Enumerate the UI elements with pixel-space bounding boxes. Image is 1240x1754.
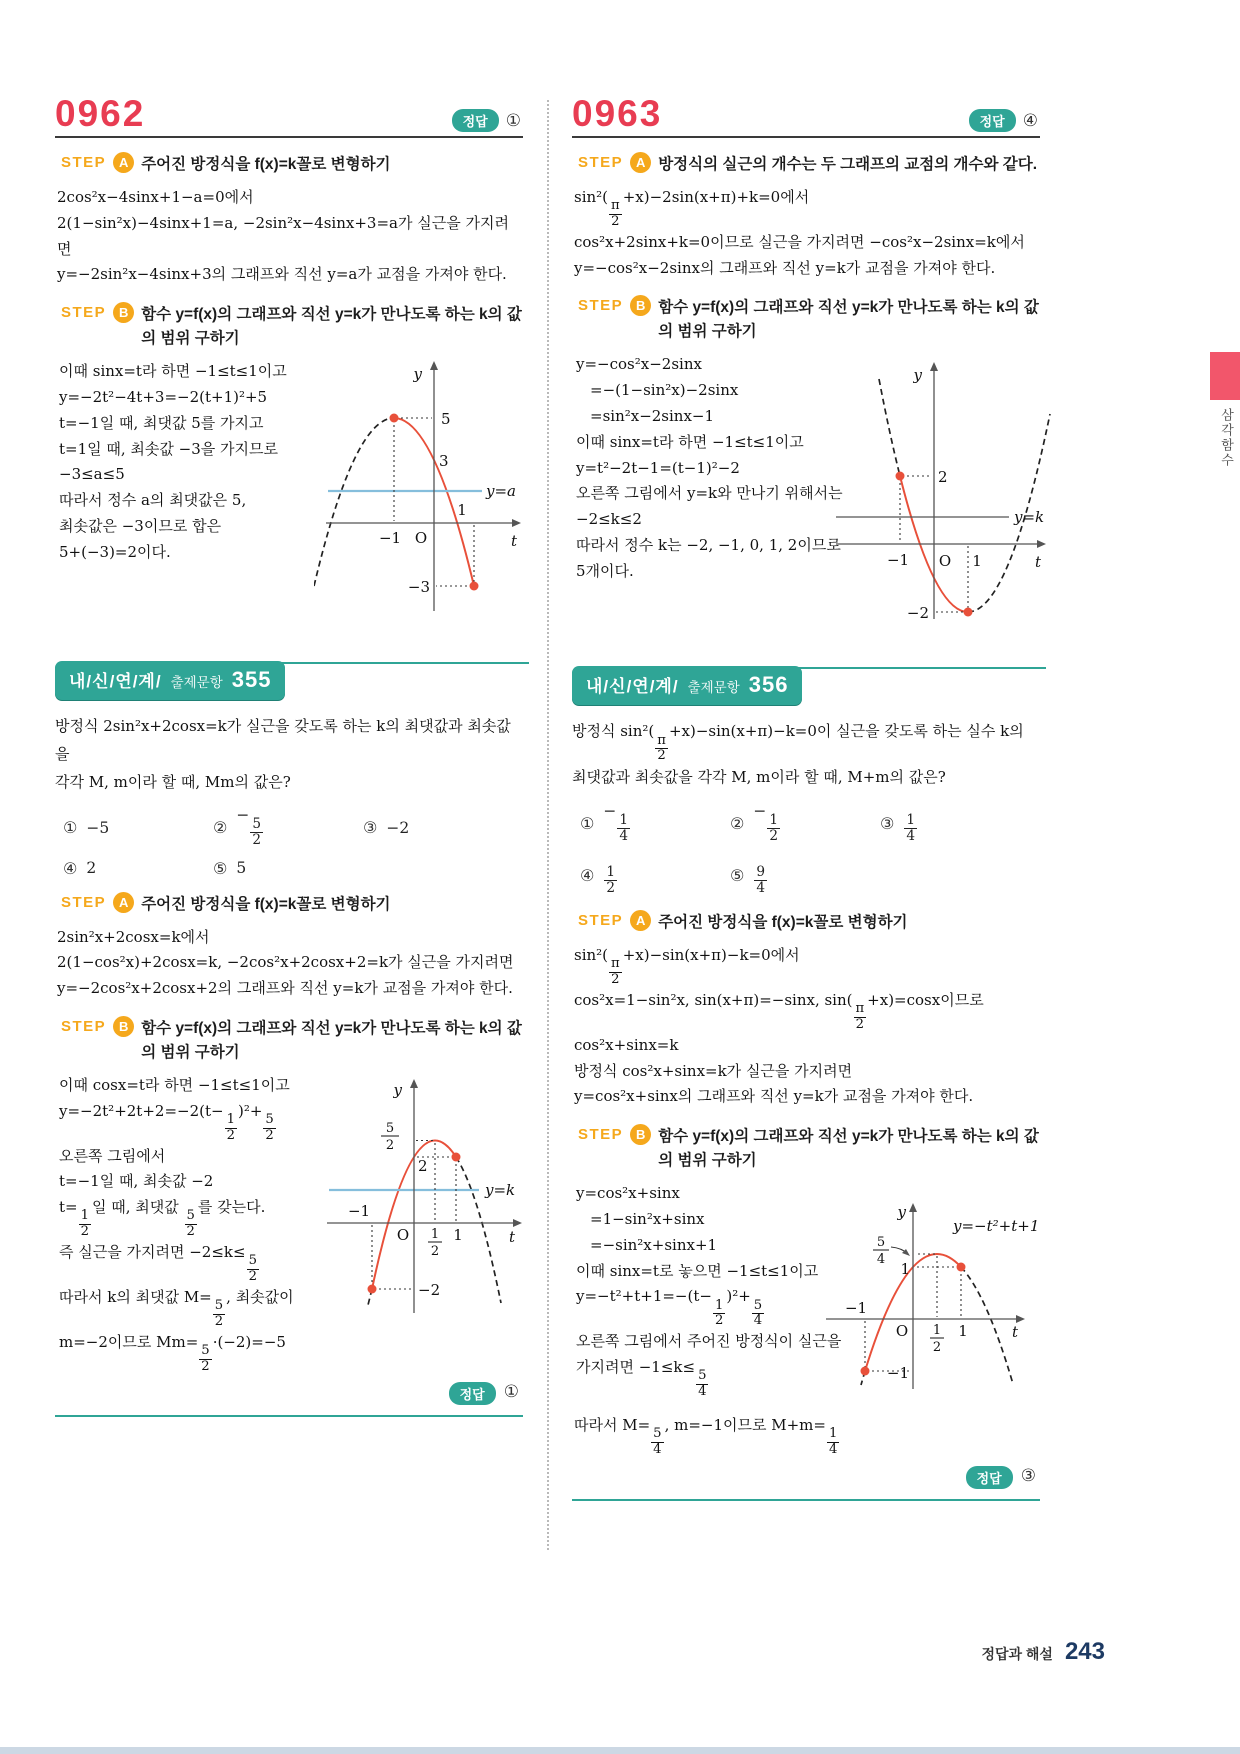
- g1-max: 5: [441, 410, 451, 429]
- section-rule: [782, 667, 1046, 669]
- choice-2: ② − $\frac{5}{2}$: [213, 806, 262, 849]
- step-a-circle-icon: A: [630, 152, 651, 173]
- answer-badge: [969, 109, 1038, 132]
- footer-label: 정답과 해설: [981, 1646, 1053, 1662]
- g1-min: −3: [407, 578, 430, 597]
- question-355-text: 방정식 2sin²x+2cosx=k가 실근을 갖도록 하는 k의 최댓값과 최솟값을 각각 M, m이라 할 때, Mm의 값은?: [55, 717, 511, 791]
- step-b-circle-icon: B: [630, 1124, 651, 1145]
- g3-origin: O: [396, 1225, 410, 1244]
- column-divider: [547, 100, 549, 1550]
- graph-355: [319, 1073, 529, 1326]
- parabola-graph-0962: [314, 353, 529, 621]
- g4-tick1: 1: [958, 1322, 968, 1341]
- g2-vneg2: −2: [906, 604, 929, 623]
- page-footer: [981, 1638, 1105, 1666]
- answer-number: ①: [505, 110, 521, 131]
- solution-text: y=−cos²x−2sinx =−(1−sin²x)−2sinx =sin²x−2sinx−1 이때 sinx=t라 하면 −1≤t≤1이고 y=t²−2t−1=(t−1)²−2 오른쪽 그림에서 y=k와 만나기 위해서는 −2≤k≤2 따라서 정수 k는 −2, −1, 0, 1, 2이므로 5개이다.: [576, 355, 843, 580]
- choices-356: [580, 802, 1040, 896]
- g4-v1: 1: [900, 1260, 910, 1279]
- parabola-graph-355: [319, 1073, 529, 1321]
- chapter-tab-label: 삼각함수: [1219, 408, 1234, 468]
- g1-ylabel: y: [413, 365, 422, 384]
- g1-mid: 3: [439, 452, 449, 471]
- left-column: 0962 정답 ① STEP A 주어진 방정식을 f(x)=k꼴로 변형하기 2cos²x−4sinx+1−a=0에서 2(1−sin²x)−4sinx+1=a, −2sin²x−4sinx+3=a가 실근을 가지려면 y=−2sin²x−4sinx+3의 그래프와 직선 y=a가 교점을 가져야 한다. STEP B 함수 y=f(x)의 그래프와 직선 y=k가 만나도록 하는 k의 값의 범위 구하기 이때 sinx=t라 하면 −1≤t≤1이고 y=−2t²−4t+3=−2(t+1)²+5 t=−1일 때, 최댓값 5를 가지고 t=1일 때, 최솟값 −3을 가지므로 −3≤a≤5 따라서 정수 a의 최댓값은 5, 최솟값은 −3이므로 합은 5+(−3)=2이다. y 5 3 y=a 1 −1 O t −3 내/신/연/계/ 출제문항 355 방정식 2sin²x+2cosx=k가 실근을 갖도록 하는 k의 최댓값과 최솟값을 각각 M, m이라 할 때, Mm의 값은? ① −5 ② − $\frac{5}{2}$ ③ −2 ④ 2 ⑤ 5 STEP A 주어진 방정식을 f(x)=k꼴로 변형하기 2sin²x+2cosx=k에서 2(1−cos²x)+2cosx=k, −2cos²x+2cosx+2=k가 실근을 가지려면 y=−2cos²x+2cosx+2의 그래프와 직선 y=k가 교점을 가져야 한다. STEP B 함수 y=f(x)의 그래프와 직선 y=k가 만나도록 하는 k의 값의 범위 구하기 이때 cosx=t라 하면 −1≤t≤1이고 y=−2t²+2t+2=−2(t− $\frac{1}{2}$ )²+ $\frac{5}{2}$ 오른쪽 그림에서 t=−1일 때, 최솟값 −2 t= $\frac{1}{2}$ 일 때, 최댓값 $\frac{5}{2}$ 를 갖는다. 즉 실근을 가지려면 −2≤k≤ $\frac{5}{2}$ 따라서 k의 최댓값 M= $\frac{5}{2}$ , 최솟값이 m=−2이므로 Mm= $\frac{5}{2}$ ·(−2)=−5 y 5 2 2 y=k −1 O 1 2 1 t −2 정답 ①: [55, 95, 523, 1417]
- step-b-heading-356: STEP B 함수 y=f(x)의 그래프와 직선 y=k가 만나도록 하는 k의 값의 범위 구하기: [578, 1126, 1039, 1170]
- g2-ylabel: y: [913, 366, 922, 385]
- choice-1: ① − $\frac{1}{4}$: [580, 802, 629, 844]
- parabola-graph-356: [818, 1199, 1050, 1399]
- g2-origin: O: [938, 552, 952, 571]
- g3-vneg2: −2: [418, 1280, 441, 1299]
- g1-tick1: 1: [457, 501, 467, 520]
- step-b-heading: STEP B 함수 y=f(x)의 그래프와 직선 y=k가 만나도록 하는 k의 값의 범위 구하기: [578, 297, 1039, 341]
- section-355-header: [55, 661, 523, 701]
- choice-4: ④ $\frac{1}{2}$: [580, 863, 616, 896]
- right-column: 0963 정답 ④ STEP A 방정식의 실근의 개수는 두 그래프의 교점의 개수와 같다. sin²( $\frac{\pi}{2}$ +x)−2sin(x+π)+k=0에서 cos²x+2sinx+k=0이므로 실근을 가지려면 −cos²x−2sinx=k에서 y=−cos²x−2sinx의 그래프와 직선 y=k가 교점을 가져야 한다. STEP B 함수 y=f(x)의 그래프와 직선 y=k가 만나도록 하는 k의 값의 범위 구하기 y=−cos²x−2sinx =−(1−sin²x)−2sinx =sin²x−2sinx−1 이때 sinx=t라 하면 −1≤t≤1이고 y=t²−2t−1=(t−1)²−2 오른쪽 그림에서 y=k와 만나기 위해서는 −2≤k≤2 따라서 정수 k는 −2, −1, 0, 1, 2이므로 5개이다. y 2 y=k −1 O 1 t −2 내/신/연/계/ 출제문항 356 방정식 sin²( $\frac{\pi}{2}$ +x)−sin(x+π)−k=0이 실근을 갖도록 하는 실수 k의 최댓값과 최솟값을 각각 M, m이라 할 때, M+m의 값은? ① − $\frac{1}{4}$ ② − $\frac{1}{2}$ ③ $\frac{1}{4}$ ④ $\frac{1}{2}$ ⑤ $\frac{9}{4}$ STEP A 주어진 방정식을 f(x)=k꼴로 변형하기 sin²( $\frac{\pi}{2}$ +x)−sin(x+π)−k=0에서 cos²x=1−sin²x, sin(x+π)=−sinx, sin( $\frac{\pi}{2}$ +x)=cosx이므로 cos²x+sinx=k 방정식 cos²x+sinx=k가 실근을 가지려면 y=cos²x+sinx의 그래프와 직선 y=k가 교점을 가져야 한다. STEP B 함수 y=f(x)의 그래프와 직선 y=k가 만나도록 하는 k의 값의 범위 구하기 y=cos²x+sinx =1−sin²x+sinx =−sin²x+sinx+1 이때 sinx=t로 놓으면 −1≤t≤1이고 y=−t²+t+1=−(t− $\frac{1}{2}$ )²+ $\frac{5}{4}$ 오른쪽 그림에서 주어진 방정식이 실근을 가지려면 −1≤k≤ $\frac{5}{4}$ y y=−t²+t+1 5 4 1 −1 O 1 2 1 t −1 따라서 M= $\frac{5}{4}$ , m=−1이므로 M+m= $\frac{1}{4}$ 정답 ③: [572, 95, 1040, 1501]
- graph-356: [818, 1199, 1050, 1404]
- g3-line-label: y=k: [485, 1180, 516, 1199]
- g3-ylabel: y: [393, 1080, 402, 1099]
- math-line: 2(1−sin²x)−4sinx+1=a, −2sin²x−4sinx+3=a가 실근을 가지려면: [57, 213, 509, 258]
- step-a-circle-icon: A: [630, 910, 651, 931]
- step-b-body-356: [574, 1181, 1040, 1413]
- g3-tick1: 1: [453, 1225, 463, 1244]
- step-b-circle-icon: B: [630, 295, 651, 316]
- graph-0963: [824, 354, 1056, 631]
- g2-xlabel: t: [1034, 553, 1042, 572]
- question-356-text: 방정식 sin²( $\frac{\pi}{2}$ +x)−sin(x+π)−k=0이 실근을 갖도록 하는 실수 k의 최댓값과 최솟값을 각각 M, m이라 할 때, M+m의 값은?: [572, 722, 1024, 787]
- choice-2: ② − $\frac{1}{2}$: [730, 802, 779, 844]
- g2-tick1: 1: [972, 552, 982, 571]
- g4-curve-eq: y=−t²+t+1: [953, 1217, 1040, 1236]
- step-b-body: [574, 352, 1045, 640]
- math-line: y=−2sin²x−4sinx+3의 그래프와 직선 y=a가 교점을 가져야 한다.: [57, 265, 507, 284]
- section-356-header: [572, 666, 1040, 706]
- math-line: 2cos²x−4sinx+1−a=0에서: [57, 188, 254, 207]
- g4-tickneg1: −1: [844, 1299, 868, 1318]
- step-b-heading-355: STEP B 함수 y=f(x)의 그래프와 직선 y=k가 만나도록 하는 k의 값의 범위 구하기: [61, 1017, 522, 1061]
- step-b-body: [57, 359, 523, 635]
- section-badge: 내/신/연/계/ 출제문항 355: [55, 661, 285, 700]
- g3-frac52-den: 2: [385, 1137, 395, 1153]
- step-b-circle-icon: B: [113, 302, 134, 323]
- answer-355: 정답 ①: [55, 1382, 519, 1405]
- choice-5: ⑤ 5: [213, 858, 247, 878]
- solution-text: 이때 sinx=t라 하면 −1≤t≤1이고 y=−2t²−4t+3=−2(t+1)²+5 t=−1일 때, 최댓값 5를 가지고 t=1일 때, 최솟값 −3을 가지므로 −3≤a≤5 따라서 정수 a의 최댓값은 5, 최솟값은 −3이므로 합은 5+(−3)=2이다.: [59, 362, 287, 561]
- g2-line-label: y=k: [1014, 508, 1045, 527]
- choice-3: ③ −2: [363, 818, 410, 837]
- g1-line-label: y=a: [486, 482, 516, 501]
- g4-half-den: 2: [932, 1340, 942, 1356]
- page-bottom-edge: [0, 1747, 1240, 1754]
- section-badge: 내/신/연/계/ 출제문항 356: [572, 666, 802, 705]
- g3-tickneg1: −1: [347, 1201, 371, 1220]
- g4-origin: O: [895, 1322, 909, 1341]
- choice-5: ⑤ $\frac{9}{4}$: [730, 863, 766, 896]
- step-b-body-355: [57, 1073, 523, 1374]
- g4-vneg1: −1: [886, 1364, 909, 1383]
- problem-0962-header: [55, 95, 523, 138]
- step-a-heading-355: STEP A 주어진 방정식을 f(x)=k꼴로 변형하기: [61, 893, 391, 913]
- section-end-rule: [572, 1499, 1040, 1501]
- g4-ylabel: y: [897, 1203, 906, 1222]
- g4-half-num: 1: [932, 1323, 942, 1339]
- step-a-circle-icon: A: [113, 152, 134, 173]
- answer-pill: 정답: [969, 109, 1016, 132]
- g3-frac52-num: 5: [385, 1120, 395, 1136]
- problem-number: 0962: [55, 93, 146, 134]
- problem-0963-header: [572, 95, 1040, 138]
- step-b-circle-icon: B: [113, 1016, 134, 1037]
- choice-4: ④ 2: [63, 858, 97, 878]
- problem-number: 0963: [572, 93, 663, 134]
- choice-3: ③ $\frac{1}{4}$: [880, 811, 916, 844]
- answer-pill: 정답: [452, 109, 499, 132]
- solution-text: 이때 cosx=t라 하면 −1≤t≤1이고 y=−2t²+2t+2=−2(t− $\frac{1}{2}$ )²+ $\frac{5}{2}$ 오른쪽 그림에서 t=−1일 때, 최솟값 −2 t= $\frac{1}{2}$ 일 때, 최댓값 $\frac{5}{2}$ 를 갖는다. 즉 실근을 가지려면 −2≤k≤ $\frac{5}{2}$ 따라서 k의 최댓값 M= $\frac{5}{2}$ , 최솟값이 m=−2이므로 Mm= $\frac{5}{2}$ ·(−2)=−5: [59, 1075, 294, 1374]
- step-b-heading: STEP B 함수 y=f(x)의 그래프와 직선 y=k가 만나도록 하는 k의 값의 범위 구하기: [61, 304, 522, 348]
- solution-text: y=cos²x+sinx =1−sin²x+sinx =−sin²x+sinx+1 이때 sinx=t로 놓으면 −1≤t≤1이고 y=−t²+t+1=−(t− $\frac{1}{2}$ )²+ $\frac{5}{4}$ 오른쪽 그림에서 주어진 방정식이 실근을 가지려면 −1≤k≤ $\frac{5}{4}$: [576, 1184, 842, 1399]
- g3-half-num: 1: [430, 1226, 440, 1242]
- answer-number: ④: [1022, 110, 1038, 131]
- g2-tickneg1: −1: [886, 551, 910, 570]
- graph-0962: [314, 353, 529, 626]
- section-end-rule: [55, 1415, 523, 1417]
- g1-tickneg1: −1: [378, 529, 402, 548]
- g4-frac54-num: 5: [876, 1235, 886, 1251]
- g3-half-den: 2: [430, 1243, 440, 1259]
- g2-v2: 2: [938, 468, 948, 487]
- choice-1: ① −5: [63, 818, 110, 837]
- step-a-heading: STEP A 주어진 방정식을 f(x)=k꼴로 변형하기: [61, 154, 391, 173]
- section-rule: [265, 662, 529, 664]
- choices-355: [63, 806, 523, 877]
- g1-origin: O: [414, 529, 428, 548]
- step-a-circle-icon: A: [113, 892, 134, 913]
- chapter-tab: [1210, 352, 1240, 400]
- g4-xlabel: t: [1011, 1323, 1019, 1342]
- g1-xlabel: t: [510, 532, 518, 551]
- step-a-heading: STEP A 방정식의 실근의 개수는 두 그래프의 교점의 개수와 같다.: [578, 154, 1038, 173]
- parabola-graph-0963: [824, 354, 1056, 626]
- g3-xlabel: t: [508, 1227, 516, 1246]
- page-number: 243: [1064, 1638, 1105, 1665]
- step-a-heading-356: STEP A 주어진 방정식을 f(x)=k꼴로 변형하기: [578, 912, 908, 932]
- answer-badge: [452, 109, 521, 132]
- answer-356: 정답 ③: [572, 1466, 1036, 1489]
- g4-frac54-den: 4: [876, 1252, 886, 1268]
- g3-v2: 2: [418, 1156, 428, 1175]
